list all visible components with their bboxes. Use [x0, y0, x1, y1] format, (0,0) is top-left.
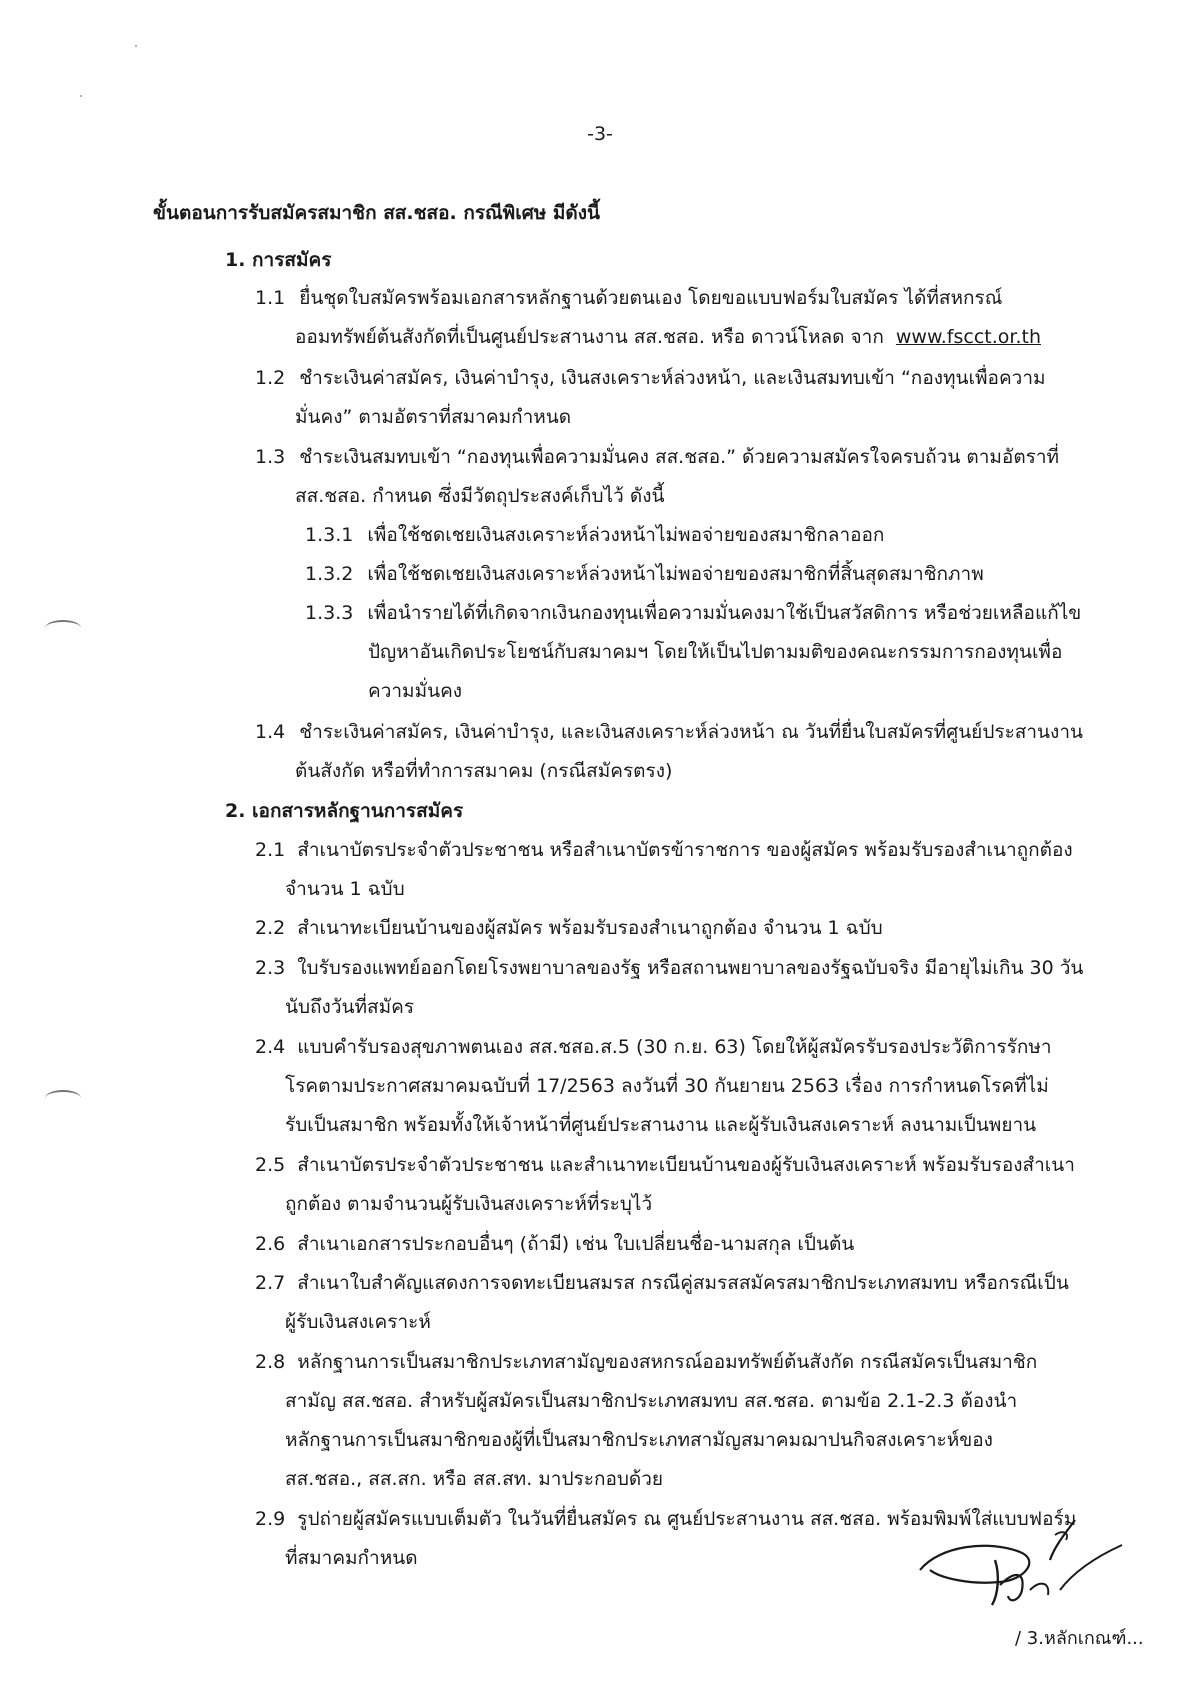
- item-number: 1.3.2: [305, 563, 354, 585]
- item-text: สำเนาใบสำคัญแสดงการจดทะเบียนสมรส กรณีคู่สมรสสมัครสมาชิกประเภทสมทบ หรือกรณีเป็น: [297, 1272, 1069, 1294]
- item-text: สำเนาบัตรประจำตัวประชาชน หรือสำเนาบัตรข้าราชการ ของผู้สมัคร พร้อมรับรองสำเนาถูกต้อง: [297, 839, 1073, 861]
- item-1-3-3-line-2: ปัญหาอันเกิดประโยชน์กับสมาคมฯ โดยให้เป็นไปตามมติของคณะกรรมการกองทุนเพื่อ: [368, 641, 1063, 663]
- item-1-3-3-line-3: ความมั่นคง: [368, 680, 463, 702]
- signature-image: [900, 1500, 1130, 1620]
- item-number: 1.1: [255, 287, 286, 309]
- item-2-7: [255, 1271, 1069, 1295]
- item-2-1-line-2: จำนวน 1 ฉบับ: [285, 878, 405, 900]
- item-text: เพื่อใช้ชดเชยเงินสงเคราะห์ล่วงหน้าไม่พอจ่ายของสมาชิกลาออก: [367, 524, 885, 546]
- item-number: 1.3: [255, 446, 286, 468]
- item-text: ใบรับรองแพทย์ออกโดยโรงพยาบาลของรัฐ หรือสถานพยาบาลของรัฐฉบับจริง มีอายุไม่เกิน 30 วัน: [297, 957, 1084, 979]
- item-number: 2.7: [255, 1272, 286, 1294]
- item-text: หลักฐานการเป็นสมาชิกประเภทสามัญของสหกรณ์ออมทรัพย์ต้นสังกัด กรณีสมัครเป็นสมาชิก: [297, 1351, 1038, 1373]
- item-number: 1.3.3: [305, 602, 354, 624]
- item-1-2-line-2: มั่นคง” ตามอัตราที่สมาคมกำหนด: [295, 406, 572, 428]
- item-2-2: [255, 916, 883, 940]
- punch-mark: [45, 1090, 81, 1106]
- scan-speck: [80, 95, 82, 97]
- document-heading: ขั้นตอนการรับสมัครสมาชิก สส.ชสอ. กรณีพิเศษ มีดังนี้: [153, 202, 601, 224]
- item-number: 1.4: [255, 721, 286, 743]
- item-text: เพื่อนำรายได้ที่เกิดจากเงินกองทุนเพื่อความมั่นคงมาใช้เป็นสวัสดิการ หรือช่วยเหลือแก้ไข: [367, 602, 1082, 624]
- punch-mark: [45, 620, 81, 636]
- item-1-4-line-2: ต้นสังกัด หรือที่ทำการสมาคม (กรณีสมัครตรง): [295, 760, 673, 782]
- item-2-8-line-2: สามัญ สส.ชสอ. สำหรับผู้สมัครเป็นสมาชิกประเภทสมทบ สส.ชสอ. ตามข้อ 2.1-2.3 ต้องนำ: [285, 1390, 1018, 1412]
- item-number: 1.2: [255, 367, 286, 389]
- item-number: 2.6: [255, 1233, 286, 1255]
- item-1-3-line-2: สส.ชสอ. กำหนด ซึ่งมีวัตถุประสงค์เก็บไว้ ดังนี้: [295, 485, 665, 507]
- item-number: 2.4: [255, 1036, 286, 1058]
- item-2-8-line-4: สส.ชสอ., สส.สก. หรือ สส.สท. มาประกอบด้วย: [285, 1468, 664, 1490]
- item-2-8: [255, 1350, 1037, 1374]
- item-2-4: [255, 1035, 1052, 1059]
- item-number: 2.8: [255, 1351, 286, 1373]
- item-1-1: [255, 286, 1002, 310]
- item-text: ชำระเงินสมทบเข้า “กองทุนเพื่อความมั่นคง สส.ชสอ.” ด้วยความสมัครใจครบถ้วน ตามอัตราที่: [299, 446, 1060, 468]
- item-text: ออมทรัพย์ต้นสังกัดที่เป็นศูนย์ประสานงาน สส.ชสอ. หรือ ดาวน์โหลด จาก: [295, 326, 884, 348]
- footer-reference: / 3.หลักเกณฑ์...: [1015, 1628, 1144, 1649]
- item-2-5-line-2: ถูกต้อง ตามจำนวนผู้รับเงินสงเคราะห์ที่ระบุไว้: [285, 1193, 653, 1215]
- item-1-4: [255, 720, 1083, 744]
- item-text: เพื่อใช้ชดเชยเงินสงเคราะห์ล่วงหน้าไม่พอจ่ายของสมาชิกที่สิ้นสุดสมาชิกภาพ: [367, 563, 984, 585]
- item-number: 2.3: [255, 957, 286, 979]
- item-text: ชำระเงินค่าสมัคร, เงินค่าบำรุง, เงินสงเคราะห์ล่วงหน้า, และเงินสมทบเข้า “กองทุนเพื่อความ: [299, 367, 1046, 389]
- item-number: 2.2: [255, 917, 286, 939]
- item-1-3-1: [305, 523, 884, 547]
- item-2-7-line-2: ผู้รับเงินสงเคราะห์: [285, 1311, 431, 1333]
- item-1-3-2: [305, 562, 984, 586]
- item-2-1: [255, 838, 1073, 862]
- item-2-6: [255, 1232, 854, 1256]
- item-number: 2.5: [255, 1154, 286, 1176]
- page-number: -3-: [587, 123, 613, 145]
- item-2-4-line-2: โรคตามประกาศสมาคมฉบับที่ 17/2563 ลงวันที่ 30 กันยายน 2563 เรื่อง การกำหนดโรคที่ไม่: [285, 1075, 1049, 1097]
- item-2-5: [255, 1153, 1075, 1177]
- item-1-1-line-2: [295, 325, 1041, 349]
- item-2-4-line-3: รับเป็นสมาชิก พร้อมทั้งให้เจ้าหน้าที่ศูนย์ประสานงาน และผู้รับเงินสงเคราะห์ ลงนามเป็นพยาน: [285, 1114, 1037, 1136]
- item-text: แบบคำรับรองสุขภาพตนเอง สส.ชสอ.ส.5 (30 ก.ย. 63) โดยให้ผู้สมัครรับรองประวัติการรักษา: [297, 1036, 1052, 1058]
- item-text: สำเนาบัตรประจำตัวประชาชน และสำเนาทะเบียนบ้านของผู้รับเงินสงเคราะห์ พร้อมรับรองสำเนา: [297, 1154, 1075, 1176]
- item-2-3: [255, 956, 1083, 980]
- item-text: สำเนาเอกสารประกอบอื่นๆ (ถ้ามี) เช่น ใบเปลี่ยนชื่อ-นามสกุล เป็นต้น: [297, 1233, 855, 1255]
- item-text: รูปถ่ายผู้สมัครแบบเต็มตัว ในวันที่ยื่นสมัคร ณ ศูนย์ประสานงาน สส.ชสอ. พร้อมพิมพ์ใส่แบบฟอร์ม: [297, 1508, 1077, 1530]
- item-2-8-line-3: หลักฐานการเป็นสมาชิกของผู้ที่เป็นสมาชิกประเภทสามัญสมาคมฌาปนกิจสงเคราะห์ของ: [285, 1429, 993, 1451]
- download-link[interactable]: www.fscct.or.th: [895, 326, 1041, 348]
- item-number: 2.1: [255, 839, 286, 861]
- scan-speck: [135, 45, 137, 47]
- item-number: 2.9: [255, 1508, 286, 1530]
- item-text: สำเนาทะเบียนบ้านของผู้สมัคร พร้อมรับรองสำเนาถูกต้อง จำนวน 1 ฉบับ: [297, 917, 883, 939]
- item-2-9-line-2: ที่สมาคมกำหนด: [285, 1547, 418, 1569]
- section-1-title: 1. การสมัคร: [225, 249, 332, 271]
- item-1-2: [255, 366, 1046, 390]
- item-1-3-3: [305, 601, 1081, 625]
- section-2-title: 2. เอกสารหลักฐานการสมัคร: [225, 800, 464, 822]
- item-1-3: [255, 445, 1059, 469]
- item-2-3-line-2: นับถึงวันที่สมัคร: [285, 996, 415, 1018]
- item-number: 1.3.1: [305, 524, 354, 546]
- item-text: ยื่นชุดใบสมัครพร้อมเอกสารหลักฐานด้วยตนเอง โดยขอแบบฟอร์มใบสมัคร ได้ที่สหกรณ์: [299, 287, 1003, 309]
- item-text: ชำระเงินค่าสมัคร, เงินค่าบำรุง, และเงินสงเคราะห์ล่วงหน้า ณ วันที่ยื่นใบสมัครที่ศูนย์ประสานงาน: [299, 721, 1083, 743]
